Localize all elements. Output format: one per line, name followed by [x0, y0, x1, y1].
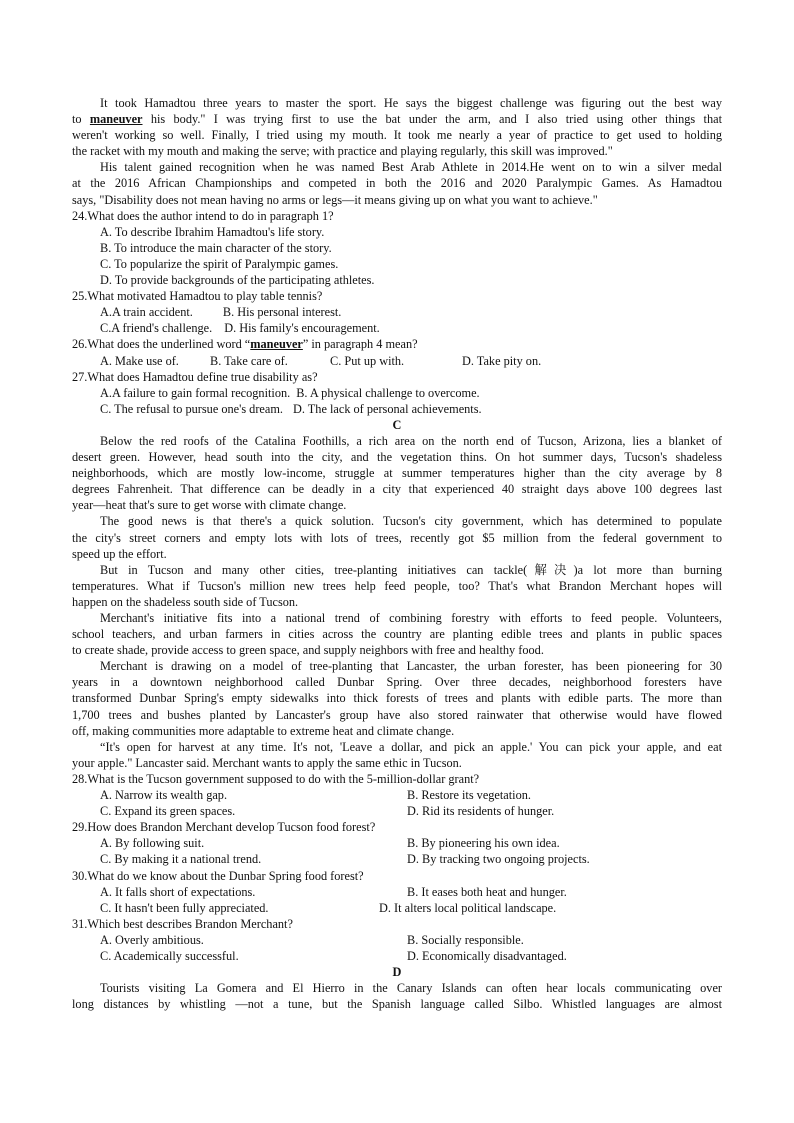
passage-line: Tourists visiting La Gomera and El Hierro in the Canary Islands can often hear locals communicating over: [100, 981, 722, 996]
option-row: [72, 353, 722, 369]
passage-line: Below the red roofs of the Catalina Foothills, a rich area on the north end of Tucson, Arizona, lies a blanket of: [100, 433, 722, 448]
option-row: [72, 320, 722, 336]
option: D. Take pity on.: [462, 353, 542, 368]
passage-line: speed up the effort.: [72, 546, 167, 561]
passage-line: But in Tucson and many other cities, tree-planting initiatives can tackle(解决)a lot more than burning: [100, 562, 722, 577]
passage-line: neighborhoods, which are mostly low-income, struggle at summer temperatures higher than the city average by 8: [72, 466, 722, 481]
section-heading: D: [392, 965, 402, 980]
exam-page: [72, 95, 722, 1012]
option: A. Narrow its wealth gap.: [100, 788, 228, 803]
question-stem: 24.What does the author intend to do in paragraph 1?: [72, 208, 334, 223]
passage-line: your apple." Lancaster said. Merchant wants to apply the same ethic in Tucson.: [72, 755, 462, 770]
option: D. Rid its residents of hunger.: [407, 804, 555, 819]
section-heading: C: [392, 417, 402, 432]
option: D. To provide backgrounds of the participating athletes.: [100, 273, 375, 288]
option: B. His personal interest.: [222, 305, 342, 320]
passage-line: to create shade, provide access to green space, and supply neighbors with free and healthy food.: [72, 643, 544, 658]
option: A.A train accident.: [100, 305, 193, 320]
option: C. It hasn't been fully appreciated.: [100, 900, 269, 915]
option: B. Take care of.: [210, 353, 288, 368]
passage-line: the racket with my mouth and making the serve; with practice and playing regularly, this skill was improved.": [72, 144, 613, 159]
question-stem: 25.What motivated Hamadtou to play table tennis?: [72, 289, 323, 304]
option-row: [72, 900, 722, 916]
passage-line: long distances by whistling —not a tune, but the Spanish language called Silbo. Whistled languages are almost: [72, 997, 722, 1012]
option-row: [72, 851, 722, 867]
question-stem: 31.Which best describes Brandon Merchant?: [72, 916, 293, 931]
passage-line: at the 2016 African Championships and competed in both the 2016 and 2020 Paralympic Games. As Hamadtou: [72, 176, 722, 191]
option-row: [72, 835, 722, 851]
option: A. To describe Ibrahim Hamadtou's life story.: [100, 224, 325, 239]
option-row: [72, 385, 722, 401]
underlined-word: maneuver: [250, 337, 303, 352]
passage-line: transformed Dunbar Spring's empty sidewalks into thick forests of trees and plants with edible parts. The more than: [72, 691, 722, 706]
passage-line: the city's street corners and empty lots with lots of trees, recently got $5 million from the federal government to: [72, 530, 722, 545]
option-row: [72, 787, 722, 803]
option: D. The lack of personal achievements.: [292, 401, 482, 416]
option: A. Make use of.: [100, 353, 179, 368]
option-row: [72, 932, 722, 948]
question-stem: 29.How does Brandon Merchant develop Tucson food forest?: [72, 820, 376, 835]
option-row: [72, 304, 722, 320]
passage-line: year—heat that's sure to get worse with climate change.: [72, 498, 347, 513]
passage-line: Merchant's initiative fits into a national trend of combining forestry with efforts to feed people. Volunteers,: [100, 611, 722, 625]
option-row: [72, 401, 722, 417]
option-row: [72, 803, 722, 819]
passage-line: temperatures. What if Tucson's million new trees help feed people, too? That's what Brandon Merchant hopes will: [72, 578, 722, 593]
option: A. Overly ambitious.: [100, 932, 204, 947]
option: C. By making it a national trend.: [100, 852, 262, 867]
passage-line: “It's open for harvest at any time. It's not, 'Leave a dollar, and pick an apple.' You can pick your apple, and eat: [100, 739, 722, 754]
passage-line: The good news is that there's a quick solution. Tucson's city government, which has determined to populate: [100, 514, 722, 529]
passage-line: His talent gained recognition when he was named Best Arab Athlete in 2014.He went on to win a silver medal: [100, 160, 722, 175]
passage-line: It took Hamadtou three years to master the sport. He says the biggest challenge was figuring out the best way: [100, 96, 722, 110]
question-stem: 26.What does the underlined word “maneuver” in paragraph 4 mean?: [72, 337, 418, 352]
option: B. Socially responsible.: [407, 932, 524, 947]
passage-line: 1,700 trees and bushes planted by Lancaster's group have also stored rainwater that otherwise would have flowed: [72, 707, 722, 722]
option: B. By pioneering his own idea.: [407, 836, 560, 851]
option: C. The refusal to pursue one's dream.: [100, 401, 283, 416]
option: A. By following suit.: [100, 836, 205, 851]
option: A.A failure to gain formal recognition.: [100, 385, 291, 400]
option: C. Expand its green spaces.: [100, 804, 236, 819]
option: B. It eases both heat and hunger.: [407, 884, 567, 899]
option: C. To popularize the spirit of Paralympic games.: [100, 256, 339, 271]
question-stem: 28.What is the Tucson government supposed to do with the 5-million-dollar grant?: [72, 771, 480, 786]
option: D. His family's encouragement.: [224, 321, 380, 336]
option: C. Put up with.: [330, 353, 405, 368]
option: D. By tracking two ongoing projects.: [407, 852, 590, 867]
passage-line: years in a downtown neighborhood called Dunbar Spring. Over three decades, neighborhood foresters have: [72, 675, 722, 690]
option: D. Economically disadvantaged.: [407, 948, 567, 963]
passage-line: degrees Fahrenheit. That difference can be deadly in a city that experienced 40 straight days above 100 degrees last: [72, 482, 722, 497]
passage-line: to maneuver his body." I was trying first to use the bat under the arm, and I also tried using other things that: [72, 112, 722, 127]
passage-line: off, making communities more adaptable to extreme heat and climate change.: [72, 723, 455, 738]
underlined-word: maneuver: [89, 112, 143, 127]
question-stem: 27.What does Hamadtou define true disability as?: [72, 369, 318, 384]
passage-line: happen on the shadeless south side of Tucson.: [72, 594, 299, 609]
passage-line: says, "Disability does not mean having no arms or legs—it means giving up on what you want to achieve.": [72, 192, 598, 207]
passage-line: desert green. However, head south into the city, and the vegetation thins. On hot summer days, Tucson's shadeless: [72, 450, 722, 465]
option: B. A physical challenge to overcome.: [296, 385, 480, 400]
option: B. To introduce the main character of the story.: [100, 240, 332, 255]
passage-line: weren't working so well. Finally, I tried using my mouth. It took me nearly a year of practice to get used to holding: [72, 128, 722, 143]
option: A. It falls short of expectations.: [100, 884, 256, 899]
question-stem: 30.What do we know about the Dunbar Spring food forest?: [72, 868, 364, 883]
passage-line: school teachers, and urban farmers in cities across the country are planting edible trees and plants in public spaces: [72, 627, 722, 642]
option: D. It alters local political landscape.: [379, 900, 557, 915]
option-row: [72, 884, 722, 900]
passage-line: Merchant is drawing on a model of tree-planting that Lancaster, the urban forester, has been pioneering for 30: [100, 659, 722, 674]
option-row: [72, 948, 722, 964]
option: B. Restore its vegetation.: [407, 788, 531, 803]
option: C. Academically successful.: [100, 948, 239, 963]
option: C.A friend's challenge.: [100, 321, 213, 336]
